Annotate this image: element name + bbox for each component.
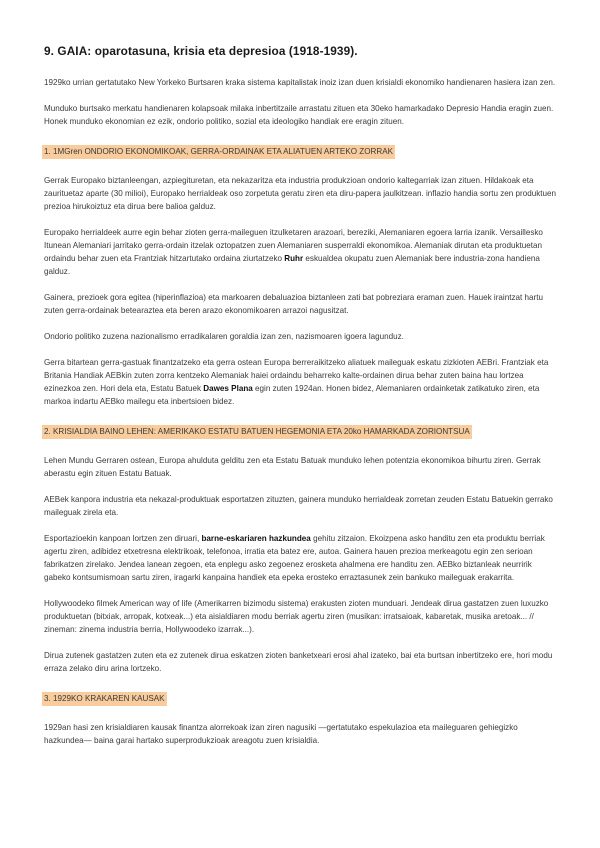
section-1-paragraph-3: Gainera, prezioek gora egitea (hiperinflazioa) eta markoaren debaluazioa biztanleen zati bat pobreziara eraman zuen. Hauek iraintzat hartu zuten gerra-ordainak betearaztea eta beren arazo ekonomikoaren arrazoi nagusitzat. (44, 293, 543, 315)
section-2-paragraph-5: Dirua zutenek gastatzen zuten eta ez zutenek dirua eskatzen zioten banketxeari erosi ahal izateko, bai eta burtsan inbertitzeko ere, hori modu erraza zelako diru arina lortzeko. (44, 651, 553, 673)
section-1-paragraph-4: Ondorio politiko zuzena nazionalismo erradikalaren goraldia izan zen, nazismoaren igoera lagunduz. (44, 332, 404, 341)
section-1-paragraph-2-text: Europako herrialdeek aurre egin behar zioten gerra-maileguen itzulketaren arazoari, bereziki, Alemaniaren egoera larria izanik. Versaillesko Itunean Alemaniari jarritako gerra-ordain itzelak oztopatzen zuen Alemaniaren susperraldi ekonomikoa. Alemaniak dirutan eta produktuetan ordaindu behar zuen eta Frantziak hitzartutako ordaina ziurtatzeko (44, 228, 543, 263)
bold-barne-eskaria: barne-eskariaren hazkundea (201, 534, 311, 543)
section-2-heading-wrap (42, 421, 556, 447)
section-1-paragraph-5 (44, 356, 556, 408)
section-1-paragraph-2-tail: eskualdea okupatu zuen Alemaniak bere industria-zona handiena galduz. (44, 254, 540, 276)
section-1-paragraph-2 (44, 226, 556, 278)
bold-ruhr: Ruhr (284, 254, 304, 263)
section-1-paragraph-5-tail: egin zuten 1924an. Honen bidez, Alemaniaren ordainketak zatikatuko ziren, eta markoa indartu AEBko mailegu eta inbertsioen bidez. (44, 384, 540, 406)
section-3-heading-wrap (42, 688, 556, 714)
intro-paragraph-1: 1929ko urrian gertatutako New Yorkeko Burtsaren kraka sistema kapitalistak inoiz izan duen krisialdi ekonomiko handienaren hasiera izan zen. (44, 78, 556, 87)
bold-dawes-plana: Dawes Plana (203, 384, 253, 393)
section-2-paragraph-3-tail: gehitu zitzaion. Ekoizpena asko handitu zen eta produktu berriak agertu ziren, adibidez etxetresna elektrikoak, telefonoa, irratia eta batez ere, autoa. Gainera hauen prezioa merkeagotu egin zen serioan fabrikatzen zirelako. Jendea lanean zegoen, eta enplegu asko zegoenez erosketa ahalmena ere handitu zen. AEBko biztanleak neurririk gabeko kontsumismoan sartu ziren, iragarki kanpaina handiek eta epeka erosteko erraztasunek zein bankuko maileguak erakarrita. (44, 534, 545, 582)
section-2-paragraph-1: Lehen Mundu Gerraren ostean, Europa ahulduta gelditu zen eta Estatu Batuak munduko lehen potentzia ekonomikoa bihurtu ziren. Gerrak aberastu egin zituen Estatu Batuak. (44, 456, 541, 478)
section-2-paragraph-3-text: Esportazioekin kanpoan lortzen zen diruari, (44, 534, 200, 543)
section-1-heading: 1. 1MGren ONDORIO EKONOMIKOAK, GERRA-ORDAINAK ETA ALIATUEN ARTEKO ZORRAK (42, 145, 395, 159)
page-title: 9. GAIA: oparotasuna, krisia eta depresioa (1918-1939). (44, 44, 358, 58)
section-1-paragraph-5-text: Gerra bitartean gerra-gastuak finantzatzeko eta gerra ostean Europa berreraikitzeko aliatuek maileguak eskatu zizkioten AEBri. Frantziak eta Britania Handiak AEBkin zuten zorra kentzeko Alemaniak haiei ordaindu beharreko kalte-ordainen dirua behar zuten baina hau lortzea ezinezkoa zen. Hori dela eta, Estatu Batuek (44, 358, 549, 393)
section-2-paragraph-2: AEBek kanpora industria eta nekazal-produktuak esportatzen zituzten, gainera munduko herrialdeak zorretan zeuden Estatu Batuekin gerrako maileguak zirela eta. (44, 495, 553, 517)
section-2-paragraph-4: Hollywoodeko filmek American way of life (Amerikarren bizimodu sistema) erakusten zioten munduari. Jendeak dirua gastatzen zuen luxuzko produktuetan (bitxiak, arropak, kotxeak...) eta aisialdiaren modu berriak agertu ziren (musikan: irratsaioak, kabaretak, musika aretoak... // zineman: zinema industria berria, Hollywoodeko izarrak...). (44, 599, 549, 634)
intro-paragraph-2: Munduko burtsako merkatu handienaren kolapsoak milaka inbertitzaile arrastatu zituen eta 30eko hamarkadako Depresio Handia eragin zuen. Honek munduko ekonomian ez ezik, ondorio politiko, sozial eta ideologiko handiak ere eragin zituen. (44, 104, 554, 126)
section-1-paragraph-1: Gerrak Europako biztanleengan, azpiegituretan, eta nekazaritza eta industria produkzioan ondorio kaltegarriak izan zituen. Hildakoak eta zaurituetaz aparte (30 milioi), Europako herrialdeak oso zorpetuta geratu ziren eta diru-papera jaulkitzean. inflazio handia sortu zen produktuen prezioa hirukoiztuz eta dirua bere balioa galduz. (44, 176, 557, 211)
section-3-heading: 3. 1929KO KRAKAREN KAUSAK (42, 692, 167, 706)
section-2-paragraph-3 (44, 532, 556, 584)
section-2-heading: 2. KRISIALDIA BAINO LEHEN: AMERIKAKO ESTATU BATUEN HEGEMONIA ETA 20ko HAMARKADA ZORIONTSUA (42, 425, 472, 439)
section-3-paragraph-1: 1929an hasi zen krisialdiaren kausak finantza alorrekoak izan ziren nagusiki —gertatutako espekulazioa eta maileguaren gehiegizko hazkundea— baina garai hartako superprodukzioak areagotu zuen krisialdia. (44, 723, 518, 745)
section-1-heading-wrap (42, 141, 556, 167)
